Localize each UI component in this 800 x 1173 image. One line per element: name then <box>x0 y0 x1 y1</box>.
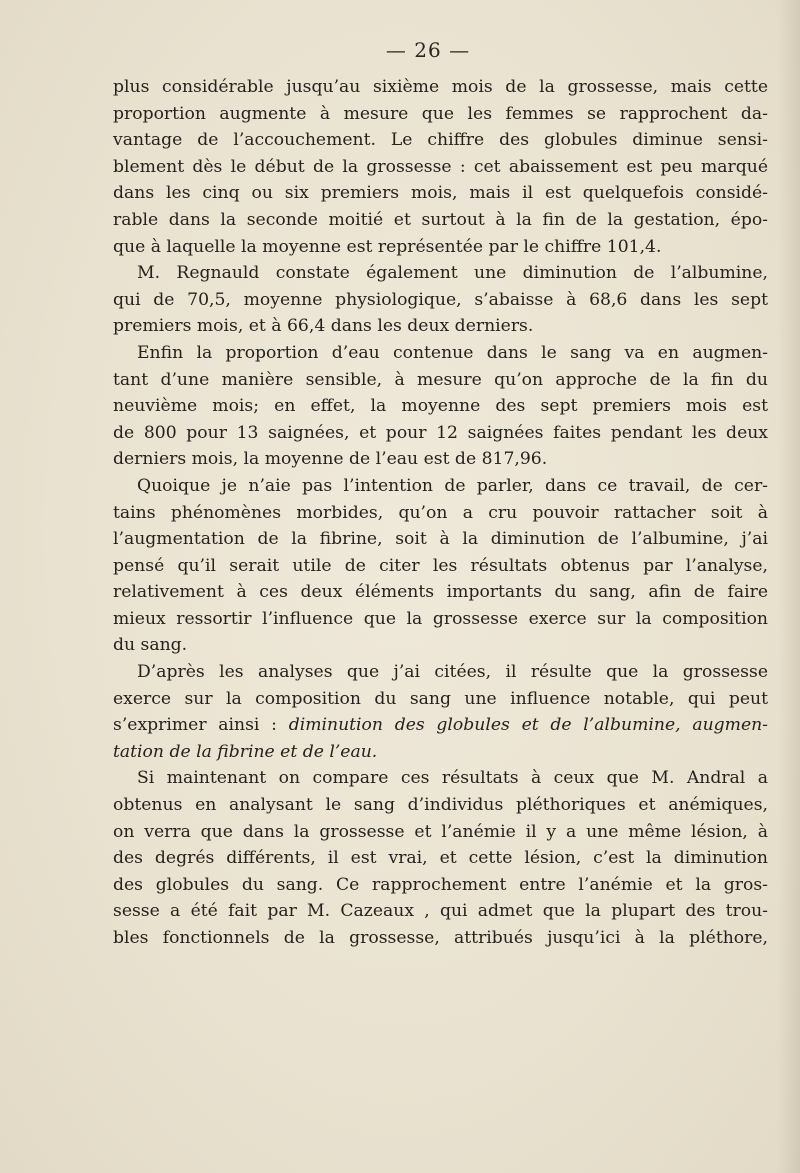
text-line <box>113 260 768 287</box>
text-line <box>113 101 768 128</box>
text-line <box>113 207 768 234</box>
text-line-content: des globules du sang. Ce rapprochement entre l’anémie et la gros- <box>113 874 768 895</box>
page-edge-shadow <box>778 0 800 1173</box>
text-line-content: M. Regnauld constate également une diminution de l’albumine, <box>137 263 768 284</box>
text-line <box>113 606 768 633</box>
text-line <box>113 819 768 846</box>
text-line-content: dans les cinq ou six premiers mois, mais il est quelquefois considé- <box>113 183 768 204</box>
text-line-content: on verra que dans la grossesse et l’anémie il y a une même lésion, à <box>113 821 768 842</box>
text-line-content: relativement à ces deux éléments importants du sang, afin de faire <box>113 582 768 603</box>
text-line <box>113 553 768 580</box>
text-line <box>113 446 768 473</box>
text-line-content: obtenus en analysant le sang d’individus pléthoriques et anémiques, <box>113 795 768 816</box>
text-line-content: qui de 70,5, moyenne physiologique, s’abaisse à 68,6 dans les sept <box>113 289 768 310</box>
text-line <box>113 367 768 394</box>
text-line-content: tant d’une manière sensible, à mesure qu’on approche de la fin du <box>113 369 768 390</box>
page-number: — 26 — <box>385 38 471 62</box>
text-line <box>113 526 768 553</box>
text-line-content: mieux ressortir l’influence que la grossesse exerce sur la composition <box>113 608 768 629</box>
text-line-content: que à laquelle la moyenne est représentée par le chiffre 101,4. <box>113 236 662 257</box>
text-line <box>113 74 768 101</box>
text-line <box>113 632 768 659</box>
text-line-content: D’après les analyses que j’ai citées, il résulte que la grossesse <box>137 662 768 683</box>
text-line <box>113 792 768 819</box>
text-line-content: exerce sur la composition du sang une influence notable, qui peut <box>113 688 768 709</box>
text-line <box>113 659 768 686</box>
text-line-content: des degrés différents, il est vrai, et cette lésion, c’est la diminution <box>113 848 768 869</box>
text-line-italic: diminution des globules et de l’albumine, augmen- <box>288 715 768 736</box>
text-line-content: premiers mois, et à 66,4 dans les deux derniers. <box>113 316 534 337</box>
text-line <box>113 420 768 447</box>
text-line <box>113 925 768 952</box>
text-line-content: l’augmentation de la fibrine, soit à la diminution de l’albumine, j’ai <box>113 529 768 550</box>
text-line <box>113 287 768 314</box>
text-line <box>113 579 768 606</box>
text-line <box>113 500 768 527</box>
text-line-content: blement dès le début de la grossesse : cet abaissement est peu marqué <box>113 156 768 177</box>
text-line-content: Si maintenant on compare ces résultats à ceux que M. Andral a <box>137 768 768 789</box>
text-line-content: sesse a été fait par M. Cazeaux , qui admet que la plupart des trou- <box>113 901 768 922</box>
text-line-content: du sang. <box>113 635 188 656</box>
text-line <box>113 712 768 739</box>
text-line <box>113 739 768 766</box>
text-line <box>113 473 768 500</box>
text-line <box>113 234 768 261</box>
text-line <box>113 393 768 420</box>
text-line-content: de 800 pour 13 saignées, et pour 12 saignées faites pendant les deux <box>113 422 768 443</box>
text-line <box>113 127 768 154</box>
text-line-content: pensé qu’il serait utile de citer les résultats obtenus par l’analyse, <box>113 555 768 576</box>
text-line <box>113 872 768 899</box>
text-line-content: neuvième mois; en effet, la moyenne des sept premiers mois est <box>113 396 768 417</box>
text-line <box>113 180 768 207</box>
text-line-content: Quoique je n’aie pas l’intention de parler, dans ce travail, de cer- <box>137 475 768 496</box>
text-line <box>113 686 768 713</box>
text-line <box>113 154 768 181</box>
text-line <box>113 765 768 792</box>
text-line-content: rable dans la seconde moitié et surtout à la fin de la gestation, épo- <box>113 209 768 230</box>
text-line <box>113 898 768 925</box>
text-line <box>113 845 768 872</box>
text-line-content: proportion augmente à mesure que les femmes se rapprochent da- <box>113 103 768 124</box>
text-line <box>113 340 768 367</box>
text-line <box>113 313 768 340</box>
text-line-italic: tation de la fibrine et de l’eau. <box>113 741 378 762</box>
text-line-content: Enfin la proportion d’eau contenue dans le sang va en augmen- <box>137 342 768 363</box>
text-line-content: plus considérable jusqu’au sixième mois de la grossesse, mais cette <box>113 77 768 97</box>
text-line-content: s’exprimer ainsi : <box>113 715 277 736</box>
text-line-content: vantage de l’accouchement. Le chiffre des globules diminue sensi- <box>113 130 768 151</box>
body-text <box>113 74 768 952</box>
text-line-content: tains phénomènes morbides, qu’on a cru pouvoir rattacher soit à <box>113 502 768 523</box>
text-line-content: bles fonctionnels de la grossesse, attribués jusqu’ici à la pléthore, <box>113 928 768 948</box>
text-line-content: derniers mois, la moyenne de l’eau est de 817,96. <box>113 449 548 470</box>
